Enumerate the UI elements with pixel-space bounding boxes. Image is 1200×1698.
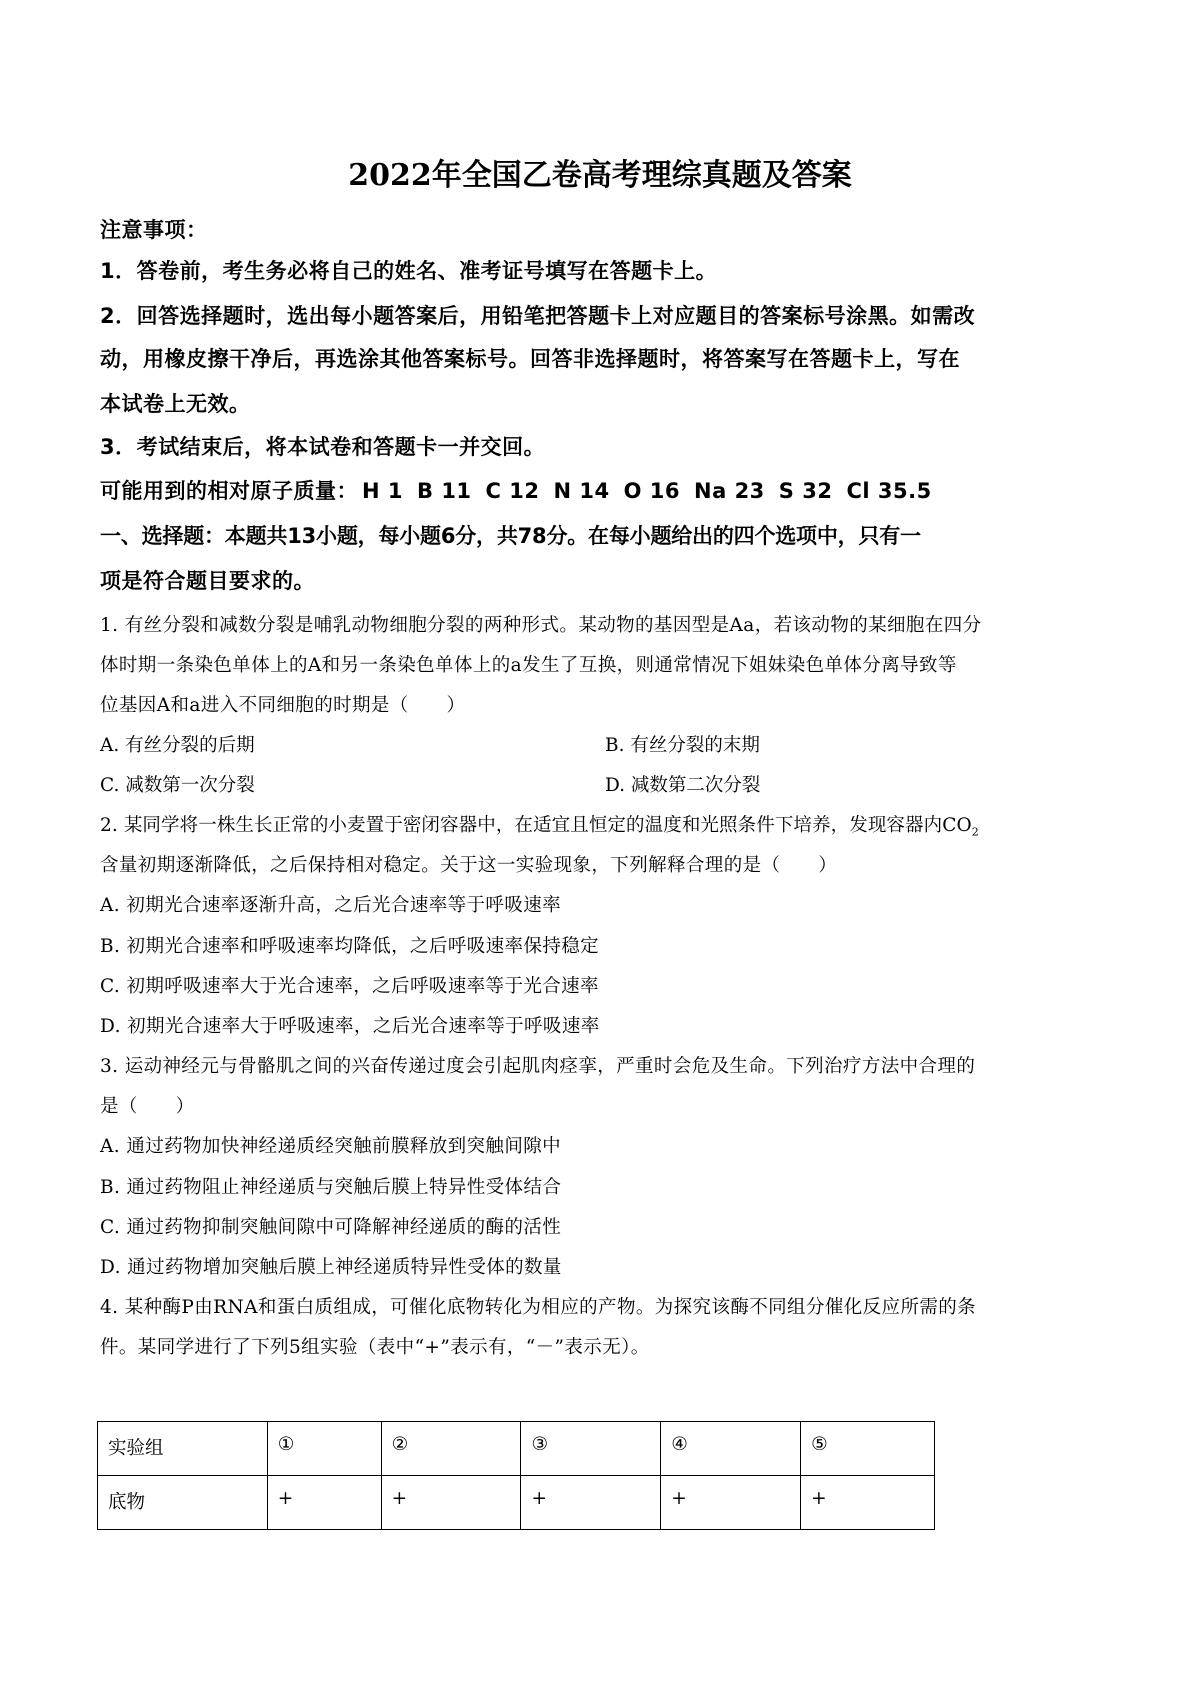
q1-option-c: C. 减数第一次分裂 xyxy=(100,775,255,796)
atomic-masses-label: 可能用到的相对原子质量： xyxy=(100,479,358,503)
q2-option-a: A. 初期光合速率逐渐升高，之后光合速率等于呼吸速率 xyxy=(100,895,562,916)
q2-stem-line-2: 含量初期逐渐降低，之后保持相对稳定。关于这一实验现象，下列解释合理的是（ ） xyxy=(100,855,838,876)
q1-option-b: B. 有丝分裂的末期 xyxy=(605,735,760,756)
q1-stem-line-1: 1. 有丝分裂和减数分裂是哺乳动物细胞分裂的两种形式。某动物的基因型是Aa，若该动物的某细胞在四分 xyxy=(100,615,982,636)
q2-stem-line-1-text: 2. 某同学将一株生长正常的小麦置于密闭容器中，在适宜且恒定的温度和光照条件下培养，发现容器内CO xyxy=(100,815,972,836)
table-cell: + xyxy=(381,1476,521,1530)
q3-option-b: B. 通过药物阻止神经递质与突触后膜上特异性受体结合 xyxy=(100,1177,562,1198)
table-cell: 实验组 xyxy=(98,1422,268,1476)
q3-option-c: C. 通过药物抑制突触间隙中可降解神经递质的酶的活性 xyxy=(100,1217,562,1238)
mass-c: C 12 xyxy=(485,479,540,503)
notice-item-2-line-3: 本试卷上无效。 xyxy=(100,392,251,416)
section-1-heading: 一、选择题：本题共13小题，每小题6分，共78分。在每小题给出的四个选项中，只有一 xyxy=(100,524,921,548)
table-cell: ① xyxy=(267,1422,381,1476)
q3-stem-line-2: 是（ ） xyxy=(100,1096,195,1117)
mass-s: S 32 xyxy=(778,479,833,503)
q2-stem-line-1 xyxy=(100,811,979,839)
table-cell: ② xyxy=(381,1422,521,1476)
notice-heading: 注意事项： xyxy=(100,218,208,242)
mass-n: N 14 xyxy=(553,479,610,503)
table-cell: + xyxy=(801,1476,935,1530)
q2-option-b: B. 初期光合速率和呼吸速率均降低，之后呼吸速率保持稳定 xyxy=(100,936,600,957)
atomic-masses xyxy=(100,475,946,505)
q3-option-d: D. 通过药物增加突触后膜上神经递质特异性受体的数量 xyxy=(100,1257,562,1278)
q1-option-d: D. 减数第二次分裂 xyxy=(605,775,761,796)
q2-option-c: C. 初期呼吸速率大于光合速率，之后呼吸速率等于光合速率 xyxy=(100,976,599,997)
table-cell: ④ xyxy=(661,1422,801,1476)
q2-option-d: D. 初期光合速率大于呼吸速率，之后光合速率等于呼吸速率 xyxy=(100,1016,600,1037)
table-cell: ⑤ xyxy=(801,1422,935,1476)
q1-stem-line-3: 位基因A和a进入不同细胞的时期是（ ） xyxy=(100,695,466,716)
mass-h: H 1 xyxy=(362,479,403,503)
mass-o: O 16 xyxy=(623,479,681,503)
q3-option-a: A. 通过药物加快神经递质经突触前膜释放到突触间隙中 xyxy=(100,1136,562,1157)
table-cell: + xyxy=(267,1476,381,1530)
mass-na: Na 23 xyxy=(694,479,765,503)
notice-item-1: 1．答卷前，考生务必将自己的姓名、准考证号填写在答题卡上。 xyxy=(100,259,718,283)
notice-item-3: 3．考试结束后，将本试卷和答题卡一并交回。 xyxy=(100,435,546,459)
notice-item-2-line-2: 动，用橡皮擦干净后，再选涂其他答案标号。回答非选择题时，将答案写在答题卡上，写在 xyxy=(100,347,960,371)
q1-stem-line-2: 体时期一条染色单体上的A和另一条染色单体上的a发生了互换，则通常情况下姐妹染色单体分离导致等 xyxy=(100,655,957,676)
mass-cl: Cl 35.5 xyxy=(846,479,932,503)
table-cell: + xyxy=(521,1476,661,1530)
co2-subscript: 2 xyxy=(971,825,979,839)
page-title: 2022年全国乙卷高考理综真题及答案 xyxy=(348,158,852,193)
experiment-table xyxy=(97,1421,935,1530)
table-cell: 底物 xyxy=(98,1476,268,1530)
q1-option-a: A. 有丝分裂的后期 xyxy=(100,735,255,756)
table-row xyxy=(98,1476,935,1530)
section-1-heading-cont: 项是符合题目要求的。 xyxy=(100,569,315,593)
q4-stem-line-2: 件。某同学进行了下列5组实验（表中“+”表示有，“－”表示无）。 xyxy=(100,1337,650,1358)
mass-b: B 11 xyxy=(417,479,472,503)
notice-item-2-line-1: 2．回答选择题时，选出每小题答案后，用铅笔把答题卡上对应题目的答案标号涂黑。如需改 xyxy=(100,304,976,328)
table-cell: + xyxy=(661,1476,801,1530)
table-header-row xyxy=(98,1422,935,1476)
q4-stem-line-1: 4. 某种酶P由RNA和蛋白质组成，可催化底物转化为相应的产物。为探究该酶不同组分催化反应所需的条 xyxy=(100,1297,977,1318)
q3-stem-line-1: 3. 运动神经元与骨骼肌之间的兴奋传递过度会引起肌肉痉挛，严重时会危及生命。下列治疗方法中合理的 xyxy=(100,1056,976,1077)
table-cell: ③ xyxy=(521,1422,661,1476)
